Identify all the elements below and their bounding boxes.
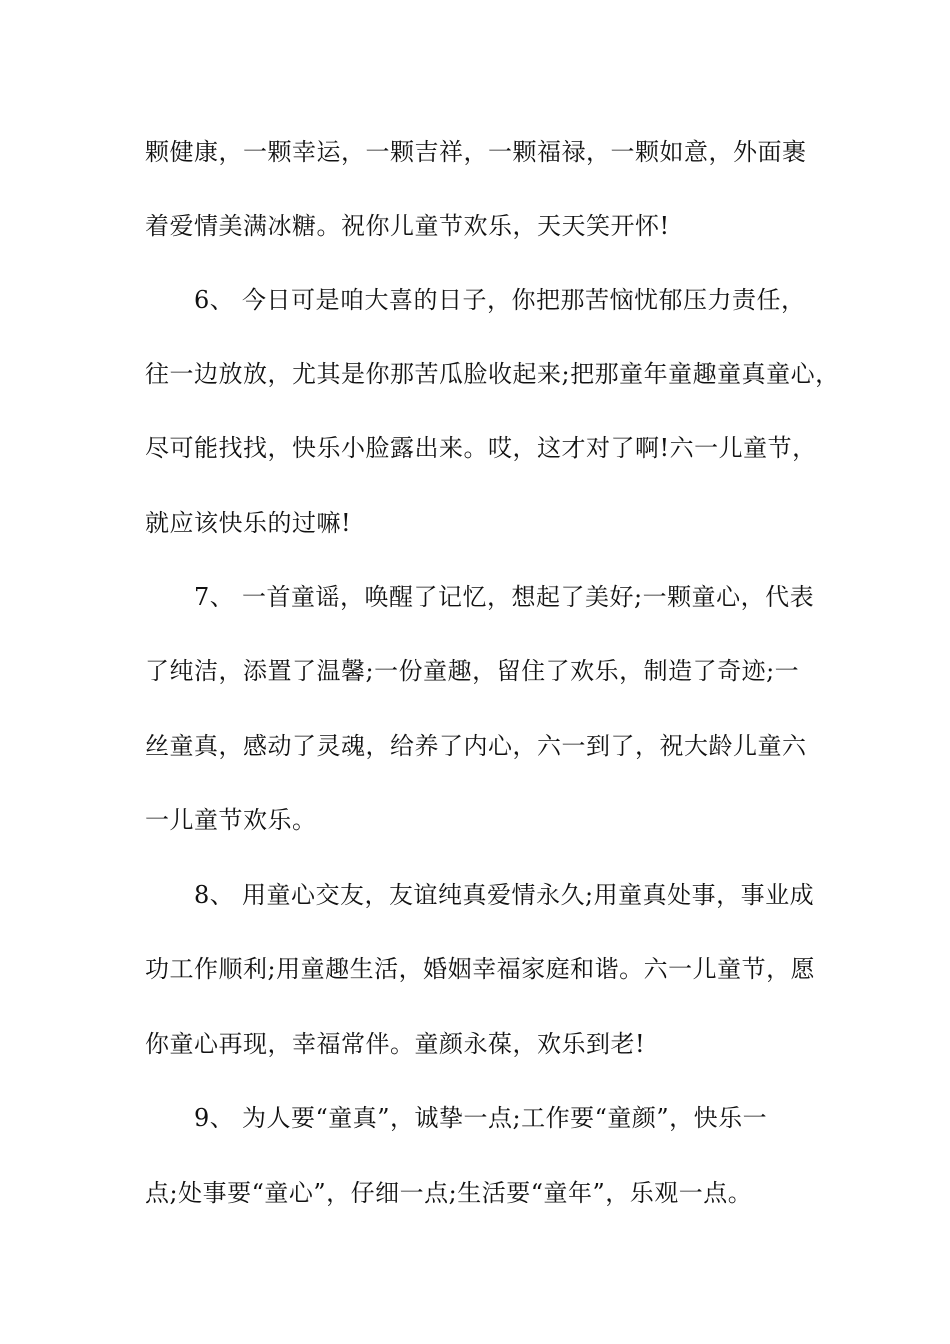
item-number: 7、 — [194, 583, 235, 611]
text-line-6: 了纯洁，添置了温馨;一份童趣，留住了欢乐，制造了奇迹;一 — [145, 657, 800, 685]
text-line-4: 尽可能找找，快乐小脸露出来。哎，这才对了啊!六一儿童节， — [145, 434, 817, 462]
list-item-7 — [194, 580, 894, 614]
text-line-3: 往一边放放，尤其是你那苦瓜脸收起来;把那童年童趣童真童心， — [145, 360, 840, 388]
text-line-9: 功工作顺利;用童趣生活，婚姻幸福家庭和谐。六一儿童节，愿 — [145, 955, 816, 983]
text-line-8: 一儿童节欢乐。 — [145, 806, 317, 834]
item-number: 6、 — [194, 286, 235, 314]
item-text: 今日可是咱大喜的日子，你把那苦恼忧郁压力责任， — [242, 286, 806, 314]
text-line-11: 点;处事要“童心”，仔细一点;生活要“童年”，乐观一点。 — [145, 1179, 753, 1207]
list-item-6 — [194, 283, 894, 317]
text-line-2: 着爱情美满冰糖。祝你儿童节欢乐，天天笑开怀! — [145, 212, 670, 240]
text-line-10: 你童心再现，幸福常伴。童颜永葆，欢乐到老! — [145, 1030, 646, 1058]
text-line-7: 丝童真，感动了灵魂，给养了内心，六一到了，祝大龄儿童六 — [145, 732, 807, 760]
item-number: 8、 — [194, 881, 235, 909]
item-text: 用童心交友，友谊纯真爱情永久;用童真处事，事业成 — [242, 881, 815, 909]
text-line-5: 就应该快乐的过嘛! — [145, 509, 352, 537]
text-line-1: 颗健康，一颗幸运，一颗吉祥，一颗福禄，一颗如意，外面裹 — [145, 138, 807, 166]
list-item-9 — [194, 1101, 894, 1135]
item-number: 9、 — [194, 1104, 235, 1132]
item-text: 为人要“童真”，诚挚一点;工作要“童颜”，快乐一 — [242, 1104, 768, 1132]
item-text: 一首童谣，唤醒了记忆，想起了美好;一颗童心，代表 — [242, 583, 815, 611]
list-item-8 — [194, 878, 894, 912]
